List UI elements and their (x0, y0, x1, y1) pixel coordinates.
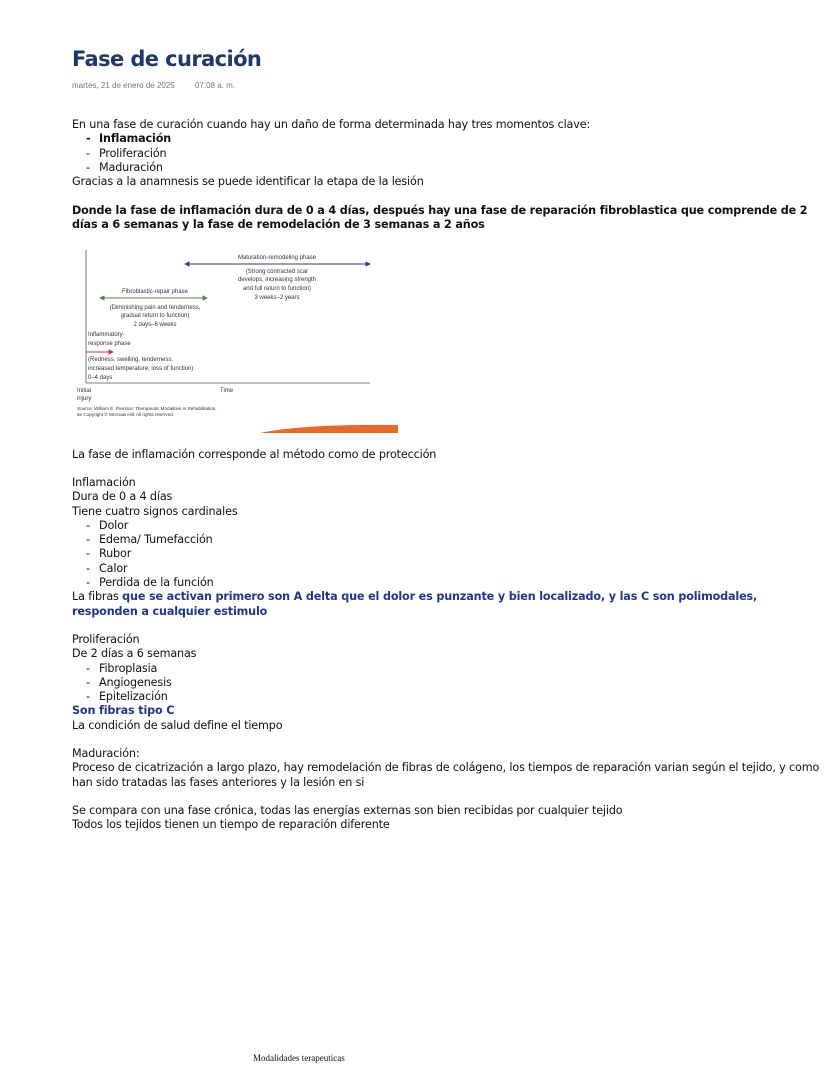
fibro-desc: 2 days–6 weeks (133, 322, 177, 328)
maturation-desc: and full return to function) (242, 286, 312, 292)
x-start-label: Initial (77, 388, 92, 394)
maturation-desc: (Strong contracted scar (245, 269, 309, 275)
list-item: - Perdida de la función (72, 576, 822, 590)
list-item: - Calor (72, 562, 822, 576)
list-item: - Epitelización (72, 690, 822, 704)
maduracion-section (72, 747, 822, 790)
intro-line: En una fase de curación cuando hay un daño de forma determinada hay tres momentos clave: (72, 118, 591, 131)
fibers-emphasis: que se activan primero son A delta que el dolor es punzante y bien localizado, y las C son polimodales, responden a cualquier estimulo (72, 590, 758, 618)
list-item: - Rubor (72, 547, 822, 561)
inflam-desc: (Redness, swelling, tenderness, (88, 357, 174, 363)
figure-source: Source: William E. Prentice: Therapeutic Modalities in Rehabilitation, (77, 406, 217, 411)
fibers-type: Son fibras tipo C (72, 704, 175, 718)
closing-line: Todos los tejidos tienen un tiempo de reparación diferente (72, 818, 390, 832)
proliferacion-section (72, 633, 822, 733)
inflam-desc: increased temperature, loss of function) (88, 366, 194, 372)
protection-line: La fase de inflamación corresponde al método como de protección (72, 448, 437, 461)
list-item: - Dolor (72, 519, 822, 533)
intro-section (72, 118, 822, 189)
inflam-label: Inflammatory- (88, 332, 125, 338)
x-axis-label: Time (220, 388, 234, 394)
page-footer: Modalidades terapeuticas (253, 1053, 345, 1063)
maturation-desc: 3 weeks–2 years (254, 295, 300, 301)
fibro-desc: (Diminishing pain and tenderness, (109, 305, 201, 311)
fibers-note (72, 590, 822, 619)
figure-source: 6e Copyright © McGraw Hill. All rights reserved. (77, 412, 175, 417)
list-item: - Fibroplasia (72, 662, 822, 676)
duration: Dura de 0 a 4 días (72, 490, 173, 504)
intro-after: Gracias a la anamnesis se puede identificar la etapa de la lesión (72, 175, 424, 189)
note: La condición de salud define el tiempo (72, 718, 283, 732)
summary-bold: Donde la fase de inflamación dura de 0 a 4 días, después hay una fase de reparación fibroblastica que comprende de 2 días a 6 semanas y la fase de remodelación de 3 semanas a 2 años (72, 204, 808, 232)
healing-phases-figure (72, 248, 398, 433)
list-item: - Maduración (72, 161, 822, 175)
closing-line: Se compara con una fase crónica, todas las energías externas son bien recibidas por cualquier tejido (72, 804, 623, 817)
maturation-label: Maturation-remodeling phase (237, 255, 317, 261)
list-item: - Inflamación (72, 132, 822, 146)
list-item: - Proliferación (72, 147, 822, 161)
fibro-desc: gradual return to function) (120, 313, 190, 319)
page-meta (72, 81, 253, 90)
x-start-label: injury (77, 396, 92, 402)
section-heading: Proliferación (72, 633, 140, 646)
page-title: Fase de curación (72, 47, 262, 71)
maturation-desc: develops, increasing strength (237, 277, 317, 283)
maduracion-text: Proceso de cicatrización a largo plazo, hay remodelación de fibras de colágeno, los tiempos de reparación varian según el tejido, y como han sido tratadas las fases anteriores y la lesión en si (72, 761, 820, 789)
fibro-label: Fibroblastic-repair phase (121, 289, 189, 295)
list-item: - Angiogenesis (72, 676, 822, 690)
inflam-label: response phase (88, 341, 131, 347)
inflamacion-section (72, 476, 822, 619)
section-heading: Inflamación (72, 476, 136, 489)
signs-intro: Tiene cuatro signos cardinales (72, 504, 238, 518)
orange-swoosh (260, 425, 398, 433)
fibers-prefix: La fibras (72, 590, 123, 604)
section-heading: Maduración: (72, 747, 140, 760)
closing-section (72, 804, 822, 833)
inflam-desc: 0–4 days (88, 375, 113, 381)
list-item: - Edema/ Tumefacción (72, 533, 822, 547)
page-time: 07:08 a. m. (194, 81, 236, 90)
page-date: martes, 21 de enero de 2025 (72, 81, 175, 90)
duration: De 2 días a 6 semanas (72, 647, 197, 661)
